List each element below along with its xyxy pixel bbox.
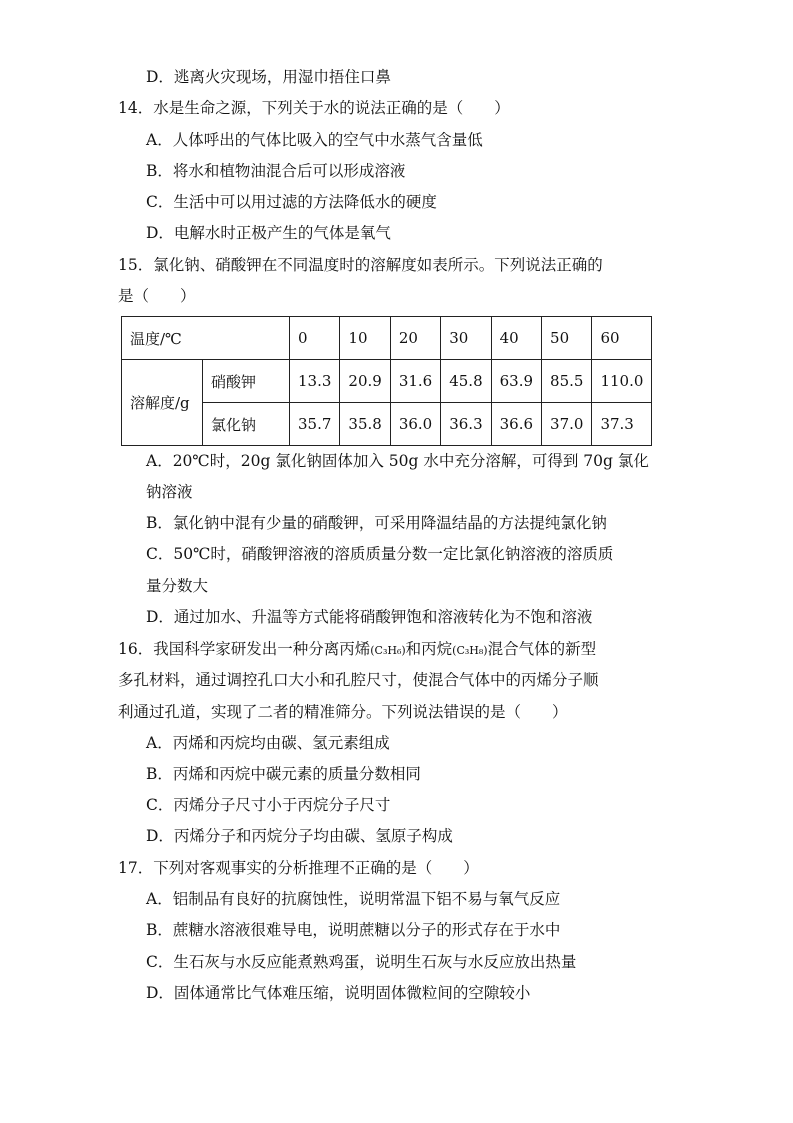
- solubility-table: [121, 316, 652, 446]
- value-cell: 85.5: [542, 360, 592, 403]
- q14-stem: 14．水是生命之源，下列关于水的说法正确的是（ ）: [118, 99, 510, 117]
- q17-option-d: D．固体通常比气体难压缩，说明固体微粒间的空隙较小: [146, 984, 531, 1002]
- value-cell: 36.0: [390, 403, 440, 446]
- q17-option-c: C．生石灰与水反应能煮熟鸡蛋，说明生石灰与水反应放出热量: [146, 953, 577, 971]
- q16-option-a: A．丙烯和丙烷均由碳、氢元素组成: [146, 734, 390, 752]
- q17-option-b: B．蔗糖水溶液很难导电，说明蔗糖以分子的形式存在于水中: [146, 921, 561, 939]
- table-row: [122, 360, 652, 403]
- value-cell: 45.8: [441, 360, 491, 403]
- q17-option-a: A．铝制品有良好的抗腐蚀性，说明常温下铝不易与氧气反应: [146, 890, 561, 908]
- q15-option-a-line1: A．20℃时，20g 氯化钠固体加入 50g 水中充分溶解，可得到 70g 氯化: [146, 452, 649, 470]
- q15-option-d: D．通过加水、升温等方式能将硝酸钾饱和溶液转化为不饱和溶液: [146, 608, 593, 626]
- q16-option-d: D．丙烯分子和丙烷分子均由碳、氢原子构成: [146, 827, 453, 845]
- q16-stem-line1: [118, 639, 596, 661]
- value-cell: 13.3: [290, 360, 340, 403]
- value-cell: 37.3: [592, 403, 652, 446]
- temp-cell: 20: [390, 317, 440, 360]
- propene-formula: (C₃H₆): [370, 644, 406, 657]
- q16-option-c: C．丙烯分子尺寸小于丙烷分子尺寸: [146, 796, 391, 814]
- q15-option-a-line2: 钠溶液: [146, 483, 193, 501]
- q14-option-d: D．电解水时正极产生的气体是氧气: [146, 224, 391, 242]
- value-cell: 36.3: [441, 403, 491, 446]
- q16-stem-part: 和丙烷: [405, 640, 453, 658]
- value-cell: 31.6: [390, 360, 440, 403]
- q15-stem-line2: 是（ ）: [118, 287, 196, 305]
- value-cell: 35.8: [340, 403, 390, 446]
- q16-stem-part: 混合气体的新型: [487, 640, 597, 658]
- table-row: [122, 317, 652, 360]
- q16-stem-line3: 利通过孔道，实现了二者的精准筛分。下列说法错误的是（ ）: [118, 703, 568, 721]
- q15-stem-line1: 15．氯化钠、硝酸钾在不同温度时的溶解度如表所示。下列说法正确的: [118, 256, 603, 274]
- substance-name: 硝酸钾: [203, 360, 290, 403]
- q15-option-c-line2: 量分数大: [146, 577, 209, 595]
- temp-cell: 10: [340, 317, 390, 360]
- propane-formula: (C₃H₈): [452, 644, 488, 657]
- value-cell: 110.0: [592, 360, 652, 403]
- q15-option-c-line1: C．50℃时，硝酸钾溶液的溶质质量分数一定比氯化钠溶液的溶质质: [146, 545, 614, 563]
- temp-cell: 40: [491, 317, 541, 360]
- q14-option-b: B．将水和植物油混合后可以形成溶液: [146, 162, 406, 180]
- value-cell: 63.9: [491, 360, 541, 403]
- substance-name: 氯化钠: [203, 403, 290, 446]
- value-cell: 35.7: [290, 403, 340, 446]
- q15-option-b: B．氯化钠中混有少量的硝酸钾，可采用降温结晶的方法提纯氯化钠: [146, 514, 607, 532]
- temp-cell: 0: [290, 317, 340, 360]
- q16-stem-part: 16．我国科学家研发出一种分离丙烯: [118, 640, 371, 658]
- temp-cell: 50: [542, 317, 592, 360]
- q16-option-b: B．丙烯和丙烷中碳元素的质量分数相同: [146, 765, 421, 783]
- value-cell: 37.0: [542, 403, 592, 446]
- value-cell: 20.9: [340, 360, 390, 403]
- solubility-label: 溶解度/g: [122, 360, 203, 446]
- temp-cell: 30: [441, 317, 491, 360]
- q13-option-d: D．逃离火灾现场，用湿巾捂住口鼻: [146, 68, 391, 86]
- q17-stem: 17．下列对客观事实的分析推理不正确的是（ ）: [118, 859, 479, 877]
- value-cell: 36.6: [491, 403, 541, 446]
- q14-option-c: C．生活中可以用过滤的方法降低水的硬度: [146, 193, 437, 211]
- q14-option-a: A．人体呼出的气体比吸入的空气中水蒸气含量低: [146, 131, 483, 149]
- temp-cell: 60: [592, 317, 652, 360]
- temperature-label: 温度/℃: [122, 317, 290, 360]
- q16-stem-line2: 多孔材料，通过调控孔口大小和孔腔尺寸，使混合气体中的丙烯分子顺: [118, 671, 599, 689]
